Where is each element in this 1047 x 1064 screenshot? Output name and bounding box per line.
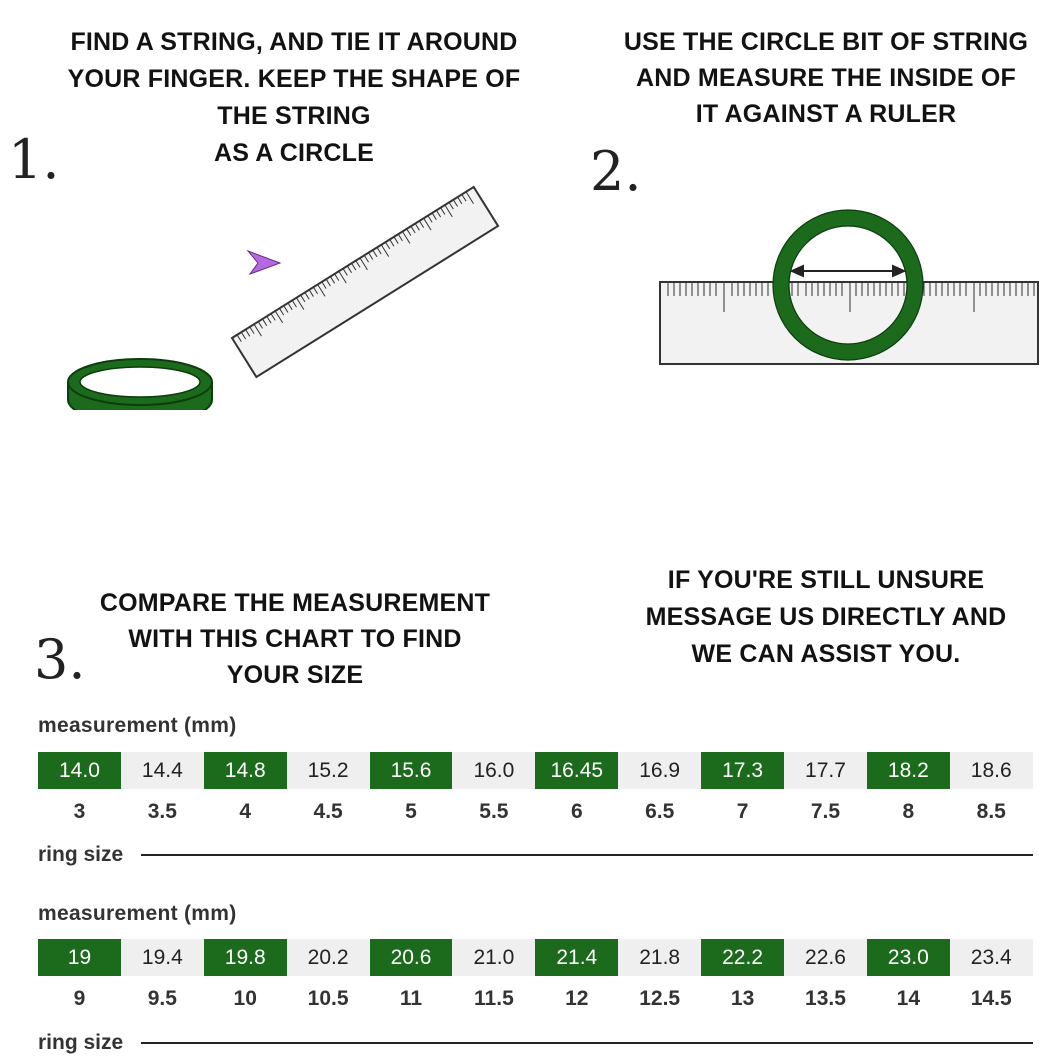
measurement-cell: 21.4 [535, 939, 618, 976]
measurement-label: measurement (mm) [38, 714, 237, 737]
ring-size-label: ring size [38, 1031, 124, 1054]
measurement-cell: 21.0 [452, 939, 535, 976]
measurement-row [38, 752, 1033, 789]
step1-line: YOUR FINGER. KEEP THE SHAPE OF [67, 65, 521, 93]
measurement-cell: 15.6 [370, 752, 453, 789]
step2-instructions [606, 24, 1046, 132]
step2-line: AND MEASURE THE INSIDE OF [635, 64, 1017, 92]
ring-size-cell: 10.5 [287, 979, 370, 1019]
measurement-cell: 18.2 [867, 752, 950, 789]
ring-size-cell: 6.5 [618, 792, 701, 832]
measurement-cell: 15.2 [287, 752, 370, 789]
step2-line: IT AGAINST A RULER [695, 100, 957, 128]
ring-size-cell: 9 [38, 979, 121, 1019]
measurement-cell: 17.3 [701, 752, 784, 789]
step3-instructions [80, 585, 510, 693]
measurement-cell: 19.4 [121, 939, 204, 976]
step1-line: FIND A STRING, AND TIE IT AROUND [70, 28, 518, 56]
measurement-cell: 22.6 [784, 939, 867, 976]
step3-line: COMPARE THE MEASUREMENT [99, 589, 491, 617]
ring-size-line [38, 843, 1033, 867]
ring-size-cell: 13.5 [784, 979, 867, 1019]
step3-number: 3. [34, 628, 86, 691]
measurement-cell: 16.0 [452, 752, 535, 789]
ring-size-cell: 8 [867, 792, 950, 832]
ring-size-cell: 13 [701, 979, 784, 1019]
divider [141, 854, 1033, 856]
measurement-cell: 17.7 [784, 752, 867, 789]
ring-size-cell: 11.5 [452, 979, 535, 1019]
step1-line: AS A CIRCLE [213, 139, 375, 167]
ring-size-cell: 14.5 [950, 979, 1033, 1019]
measurement-cell: 19.8 [204, 939, 287, 976]
ring-size-cell: 4.5 [287, 792, 370, 832]
note-line: WE CAN ASSIST YOU. [691, 640, 961, 668]
ring-size-cell: 4 [204, 792, 287, 832]
step2-number: 2. [590, 140, 642, 203]
measurement-cell: 20.6 [370, 939, 453, 976]
ring-size-cell: 6 [535, 792, 618, 832]
measurement-cell: 16.9 [618, 752, 701, 789]
divider [141, 1042, 1033, 1044]
measurement-cell: 14.4 [121, 752, 204, 789]
measurement-cell: 18.6 [950, 752, 1033, 789]
measurement-row [38, 939, 1033, 976]
measurement-cell: 23.4 [950, 939, 1033, 976]
ring-size-cell: 7 [701, 792, 784, 832]
measurement-cell: 14.8 [204, 752, 287, 789]
ring-size-cell: 5 [370, 792, 453, 832]
measurement-label: measurement (mm) [38, 902, 237, 925]
measurement-cell: 21.8 [618, 939, 701, 976]
ring-size-label: ring size [38, 843, 124, 866]
step1-illustration [0, 150, 520, 410]
ring-size-row [38, 979, 1033, 1019]
step3-line: WITH THIS CHART TO FIND [128, 625, 462, 653]
note-line: IF YOU'RE STILL UNSURE [667, 566, 985, 594]
measurement-cell: 19 [38, 939, 121, 976]
ring-size-cell: 11 [370, 979, 453, 1019]
measurement-cell: 23.0 [867, 939, 950, 976]
ring-size-cell: 3 [38, 792, 121, 832]
ring-size-cell: 3.5 [121, 792, 204, 832]
ruler-icon [232, 187, 498, 377]
measurement-cell: 14.0 [38, 752, 121, 789]
note-line: MESSAGE US DIRECTLY AND [645, 603, 1007, 631]
ring-size-cell: 12 [535, 979, 618, 1019]
pointer-arrow-icon [248, 251, 280, 274]
step1-line: THE STRING [217, 102, 371, 130]
measurement-cell: 22.2 [701, 939, 784, 976]
measurement-cell: 16.45 [535, 752, 618, 789]
assistance-note [616, 562, 1036, 673]
step3-line: YOUR SIZE [226, 661, 364, 689]
ring-size-cell: 10 [204, 979, 287, 1019]
ring-size-cell: 14 [867, 979, 950, 1019]
ring-size-cell: 8.5 [950, 792, 1033, 832]
step1-number: 1. [8, 128, 60, 191]
ring-size-cell: 12.5 [618, 979, 701, 1019]
ring-size-cell: 7.5 [784, 792, 867, 832]
step2-illustration [656, 200, 1046, 380]
string-ring-icon [68, 359, 212, 410]
ring-size-line [38, 1031, 1033, 1055]
measurement-cell: 20.2 [287, 939, 370, 976]
ring-size-cell: 5.5 [452, 792, 535, 832]
step2-line: USE THE CIRCLE BIT OF STRING [623, 28, 1029, 56]
ring-size-row [38, 792, 1033, 832]
measure-arrow-icon [792, 266, 904, 276]
ring-size-cell: 9.5 [121, 979, 204, 1019]
